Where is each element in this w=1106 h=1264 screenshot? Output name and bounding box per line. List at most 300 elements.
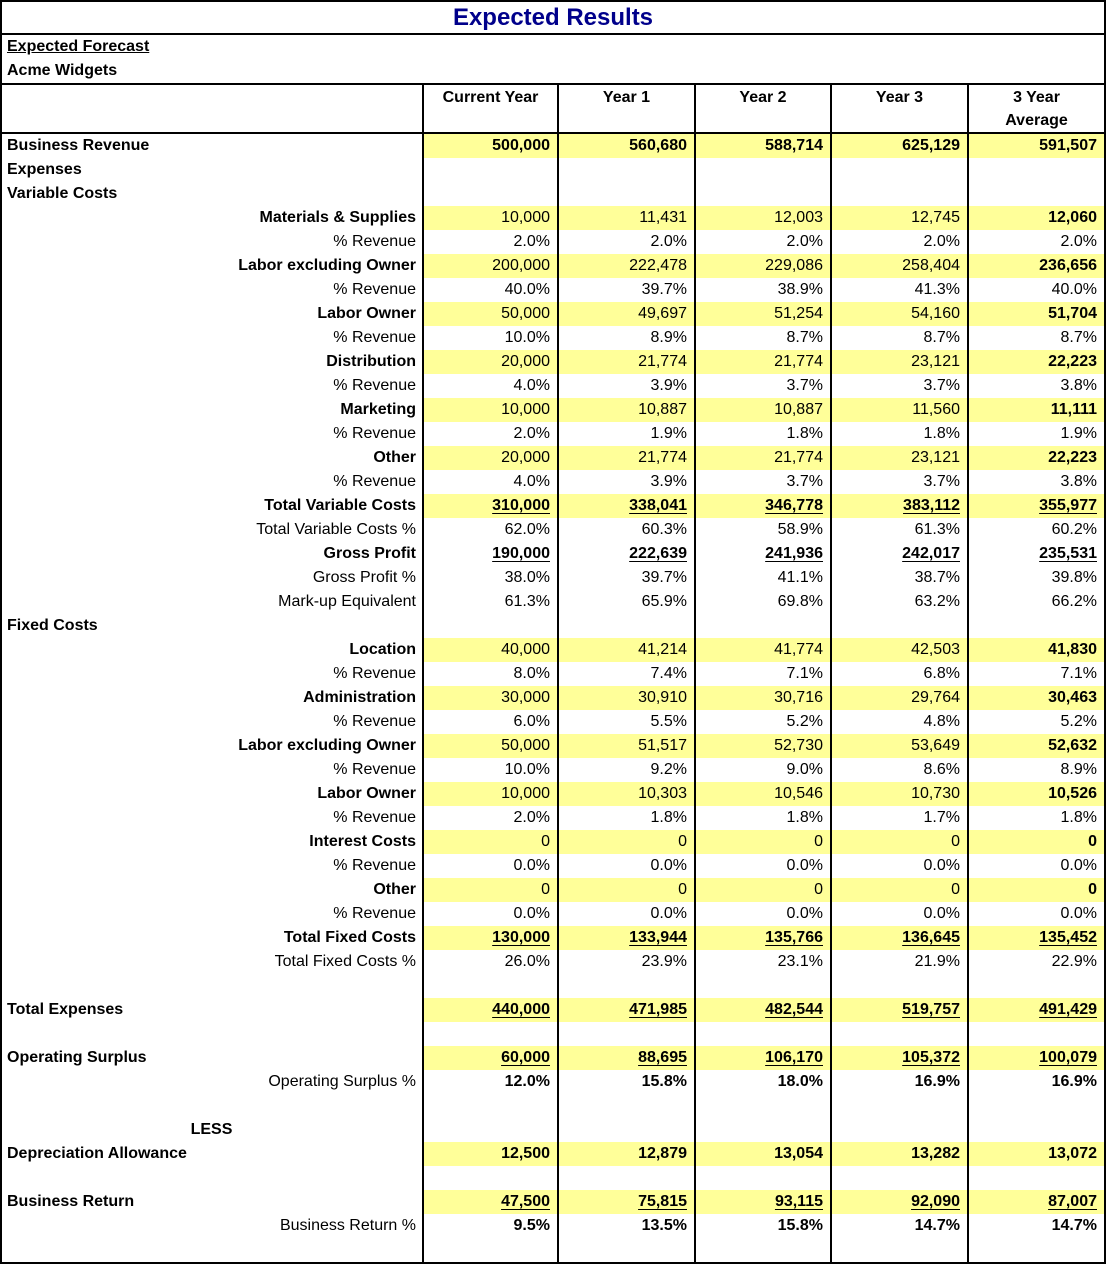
- cell-year-3: 105,372: [830, 1046, 967, 1070]
- cell-year-3: 42,503: [830, 638, 967, 662]
- row-label: % Revenue: [333, 905, 416, 922]
- cell-year-3: 258,404: [830, 254, 967, 278]
- row-label: Total Variable Costs %: [256, 521, 416, 538]
- cell-3-year-average: [967, 182, 1104, 206]
- cell-year-1: 11,431: [557, 206, 694, 230]
- cell-year-3: 92,090: [830, 1190, 967, 1214]
- row-label: Location: [349, 641, 416, 658]
- cell-year-1: 3.9%: [557, 374, 694, 398]
- cell-year-2: 10,887: [694, 398, 830, 422]
- cell-year-1: 0: [557, 878, 694, 902]
- cell-current-year: 47,500: [422, 1190, 557, 1214]
- cell-year-1: 75,815: [557, 1190, 694, 1214]
- cell-current-year: 4.0%: [422, 374, 557, 398]
- cell-3-year-average: 41,830: [967, 638, 1104, 662]
- cell-year-1: 0: [557, 830, 694, 854]
- cell-current-year: 10.0%: [422, 326, 557, 350]
- row-label: Mark-up Equivalent: [278, 593, 416, 610]
- cell-year-3: 53,649: [830, 734, 967, 758]
- cell-year-1: 1.9%: [557, 422, 694, 446]
- cell-current-year: 0.0%: [422, 902, 557, 926]
- table-row: [2, 374, 1104, 398]
- row-label: % Revenue: [333, 665, 416, 682]
- cell-3-year-average: 8.7%: [967, 326, 1104, 350]
- row-label: % Revenue: [333, 473, 416, 490]
- row-label-header: [2, 85, 422, 132]
- report-title: Expected Results: [452, 3, 654, 31]
- cell-year-1: 3.9%: [557, 470, 694, 494]
- table-row: [2, 422, 1104, 446]
- cell-current-year: 20,000: [422, 446, 557, 470]
- cell-year-3: [830, 614, 967, 638]
- cell-current-year: 9.5%: [422, 1214, 557, 1238]
- cell-year-3: 3.7%: [830, 470, 967, 494]
- cell-current-year: [422, 158, 557, 182]
- cell-current-year: 10.0%: [422, 758, 557, 782]
- row-label: Labor Owner: [317, 785, 416, 802]
- cell-year-1: 9.2%: [557, 758, 694, 782]
- cell-3-year-average: 1.9%: [967, 422, 1104, 446]
- table-body: [2, 134, 1104, 1262]
- cell-current-year: 130,000: [422, 926, 557, 950]
- table-row: [2, 254, 1104, 278]
- cell-current-year: 38.0%: [422, 566, 557, 590]
- cell-year-2: 52,730: [694, 734, 830, 758]
- cell-year-3: [830, 974, 967, 998]
- cell-year-1: [557, 1238, 694, 1262]
- report-title-bar: [2, 2, 1104, 35]
- cell-current-year: 10,000: [422, 398, 557, 422]
- column-header-row: [2, 83, 1104, 134]
- cell-current-year: 2.0%: [422, 806, 557, 830]
- cell-year-2: 1.8%: [694, 422, 830, 446]
- table-row: [2, 806, 1104, 830]
- cell-3-year-average: 0.0%: [967, 902, 1104, 926]
- cell-current-year: 0: [422, 830, 557, 854]
- cell-year-2: 3.7%: [694, 470, 830, 494]
- cell-3-year-average: [967, 614, 1104, 638]
- row-label: [2, 1238, 422, 1262]
- table-row: [2, 134, 1104, 158]
- cell-year-3: 625,129: [830, 134, 967, 158]
- cell-year-1: 65.9%: [557, 590, 694, 614]
- table-row: [2, 1142, 1104, 1166]
- table-row: [2, 734, 1104, 758]
- row-label: Total Fixed Costs: [283, 929, 416, 946]
- cell-year-3: 54,160: [830, 302, 967, 326]
- table-row: [2, 926, 1104, 950]
- cell-year-3: 21.9%: [830, 950, 967, 974]
- row-label: Total Expenses: [7, 1001, 124, 1018]
- cell-year-3: 13,282: [830, 1142, 967, 1166]
- table-row: [2, 1094, 1104, 1118]
- cell-3-year-average: 39.8%: [967, 566, 1104, 590]
- cell-3-year-average: [967, 1238, 1104, 1262]
- cell-3-year-average: 14.7%: [967, 1214, 1104, 1238]
- table-row: [2, 590, 1104, 614]
- row-label: % Revenue: [333, 233, 416, 250]
- cell-year-3: 41.3%: [830, 278, 967, 302]
- cell-3-year-average: 11,111: [967, 398, 1104, 422]
- cell-year-1: 8.9%: [557, 326, 694, 350]
- row-label: % Revenue: [333, 809, 416, 826]
- row-label: Operating Surplus: [7, 1049, 147, 1066]
- cell-year-1: 5.5%: [557, 710, 694, 734]
- cell-year-3: [830, 1022, 967, 1046]
- table-row: [2, 182, 1104, 206]
- table-row: [2, 1118, 1104, 1142]
- cell-year-2: [694, 1166, 830, 1190]
- cell-year-2: 588,714: [694, 134, 830, 158]
- cell-year-3: [830, 1094, 967, 1118]
- cell-current-year: [422, 1238, 557, 1262]
- row-label: % Revenue: [333, 377, 416, 394]
- cell-current-year: 30,000: [422, 686, 557, 710]
- cell-current-year: 0: [422, 878, 557, 902]
- cell-current-year: 40.0%: [422, 278, 557, 302]
- row-label: Depreciation Allowance: [7, 1145, 187, 1162]
- cell-year-3: 29,764: [830, 686, 967, 710]
- cell-current-year: 4.0%: [422, 470, 557, 494]
- cell-3-year-average: 8.9%: [967, 758, 1104, 782]
- cell-year-2: 30,716: [694, 686, 830, 710]
- cell-year-1: 39.7%: [557, 566, 694, 590]
- cell-year-2: 229,086: [694, 254, 830, 278]
- cell-3-year-average: 52,632: [967, 734, 1104, 758]
- row-label: Total Fixed Costs %: [274, 953, 416, 970]
- cell-current-year: 61.3%: [422, 590, 557, 614]
- cell-year-2: 0.0%: [694, 902, 830, 926]
- cell-year-2: [694, 1094, 830, 1118]
- cell-3-year-average: 22,223: [967, 446, 1104, 470]
- cell-year-3: 61.3%: [830, 518, 967, 542]
- cell-current-year: 20,000: [422, 350, 557, 374]
- cell-year-1: 23.9%: [557, 950, 694, 974]
- row-label: Administration: [303, 689, 416, 706]
- cell-3-year-average: 591,507: [967, 134, 1104, 158]
- table-row: [2, 638, 1104, 662]
- cell-3-year-average: 100,079: [967, 1046, 1104, 1070]
- column-header-year-3: Year 3: [830, 85, 967, 132]
- table-row: [2, 782, 1104, 806]
- row-label: [2, 1022, 422, 1046]
- company-name: Acme Widgets: [7, 62, 118, 79]
- row-label: Operating Surplus %: [268, 1073, 416, 1090]
- cell-year-1: 471,985: [557, 998, 694, 1022]
- cell-current-year: 12,500: [422, 1142, 557, 1166]
- cell-year-2: 0.0%: [694, 854, 830, 878]
- row-label: Gross Profit %: [312, 569, 416, 586]
- cell-3-year-average: 10,526: [967, 782, 1104, 806]
- cell-year-1: 338,041: [557, 494, 694, 518]
- cell-year-1: 21,774: [557, 350, 694, 374]
- table-row: [2, 998, 1104, 1022]
- cell-year-3: 1.7%: [830, 806, 967, 830]
- cell-year-1: 12,879: [557, 1142, 694, 1166]
- row-label: Other: [373, 881, 416, 898]
- cell-3-year-average: 30,463: [967, 686, 1104, 710]
- cell-year-3: 38.7%: [830, 566, 967, 590]
- cell-3-year-average: 87,007: [967, 1190, 1104, 1214]
- cell-year-2: 51,254: [694, 302, 830, 326]
- cell-3-year-average: [967, 1094, 1104, 1118]
- cell-3-year-average: 60.2%: [967, 518, 1104, 542]
- table-row: [2, 974, 1104, 998]
- row-label: Business Return %: [279, 1217, 416, 1234]
- cell-year-2: 23.1%: [694, 950, 830, 974]
- column-header-year-1: Year 1: [557, 85, 694, 132]
- row-label: Distribution: [326, 353, 416, 370]
- row-label: [2, 974, 422, 998]
- cell-current-year: [422, 1166, 557, 1190]
- row-label: % Revenue: [333, 425, 416, 442]
- row-label: Marketing: [340, 401, 416, 418]
- cell-3-year-average: [967, 1022, 1104, 1046]
- cell-year-3: [830, 1118, 967, 1142]
- cell-year-3: 23,121: [830, 446, 967, 470]
- table-row: [2, 1070, 1104, 1094]
- table-row: [2, 710, 1104, 734]
- cell-year-1: 0.0%: [557, 854, 694, 878]
- table-row: [2, 350, 1104, 374]
- row-label: Business Revenue: [7, 137, 150, 154]
- cell-year-1: [557, 1022, 694, 1046]
- cell-year-3: 63.2%: [830, 590, 967, 614]
- cell-3-year-average: 51,704: [967, 302, 1104, 326]
- cell-year-2: [694, 182, 830, 206]
- cell-current-year: 310,000: [422, 494, 557, 518]
- cell-year-1: 1.8%: [557, 806, 694, 830]
- cell-year-3: 23,121: [830, 350, 967, 374]
- row-label: Labor excluding Owner: [238, 737, 416, 754]
- cell-year-2: 41.1%: [694, 566, 830, 590]
- cell-current-year: 12.0%: [422, 1070, 557, 1094]
- table-row: [2, 1022, 1104, 1046]
- cell-year-2: [694, 974, 830, 998]
- cell-3-year-average: 0: [967, 878, 1104, 902]
- table-row: [2, 1166, 1104, 1190]
- row-label: Expenses: [7, 161, 82, 178]
- cell-year-1: [557, 1094, 694, 1118]
- row-label: Labor Owner: [317, 305, 416, 322]
- table-row: [2, 398, 1104, 422]
- table-row: [2, 686, 1104, 710]
- cell-year-1: [557, 1166, 694, 1190]
- cell-year-3: 3.7%: [830, 374, 967, 398]
- row-label: % Revenue: [333, 761, 416, 778]
- row-label: % Revenue: [333, 281, 416, 298]
- table-row: [2, 854, 1104, 878]
- row-label: LESS: [190, 1121, 233, 1138]
- row-label: Variable Costs: [7, 185, 118, 202]
- cell-year-3: 0.0%: [830, 902, 967, 926]
- cell-3-year-average: 7.1%: [967, 662, 1104, 686]
- cell-year-2: 9.0%: [694, 758, 830, 782]
- cell-year-3: 242,017: [830, 542, 967, 566]
- cell-3-year-average: 16.9%: [967, 1070, 1104, 1094]
- cell-year-2: 21,774: [694, 446, 830, 470]
- cell-current-year: 50,000: [422, 302, 557, 326]
- cell-3-year-average: 5.2%: [967, 710, 1104, 734]
- cell-current-year: [422, 182, 557, 206]
- cell-current-year: 60,000: [422, 1046, 557, 1070]
- cell-year-1: 7.4%: [557, 662, 694, 686]
- cell-3-year-average: 40.0%: [967, 278, 1104, 302]
- row-label: Business Return: [7, 1193, 135, 1210]
- cell-year-2: 38.9%: [694, 278, 830, 302]
- cell-3-year-average: 3.8%: [967, 374, 1104, 398]
- cell-year-3: 519,757: [830, 998, 967, 1022]
- cell-year-1: 51,517: [557, 734, 694, 758]
- cell-3-year-average: [967, 974, 1104, 998]
- cell-year-2: [694, 1022, 830, 1046]
- cell-year-1: 21,774: [557, 446, 694, 470]
- cell-current-year: [422, 1022, 557, 1046]
- table-row: [2, 758, 1104, 782]
- table-row: [2, 1046, 1104, 1070]
- cell-year-1: 10,303: [557, 782, 694, 806]
- cell-year-3: [830, 1166, 967, 1190]
- cell-3-year-average: 12,060: [967, 206, 1104, 230]
- cell-3-year-average: 1.8%: [967, 806, 1104, 830]
- cell-year-3: 8.6%: [830, 758, 967, 782]
- cell-year-2: 7.1%: [694, 662, 830, 686]
- cell-year-1: 60.3%: [557, 518, 694, 542]
- row-label: Fixed Costs: [7, 617, 98, 634]
- cell-current-year: 62.0%: [422, 518, 557, 542]
- cell-current-year: 2.0%: [422, 230, 557, 254]
- cell-year-1: 0.0%: [557, 902, 694, 926]
- row-label: % Revenue: [333, 857, 416, 874]
- row-label: Total Variable Costs: [264, 497, 416, 514]
- cell-year-2: 15.8%: [694, 1214, 830, 1238]
- cell-year-2: 0: [694, 830, 830, 854]
- cell-current-year: 2.0%: [422, 422, 557, 446]
- cell-year-2: [694, 1238, 830, 1262]
- cell-year-1: 49,697: [557, 302, 694, 326]
- cell-year-1: 560,680: [557, 134, 694, 158]
- row-label: Other: [373, 449, 416, 466]
- cell-year-1: [557, 158, 694, 182]
- cell-year-1: 222,639: [557, 542, 694, 566]
- cell-3-year-average: 135,452: [967, 926, 1104, 950]
- cell-3-year-average: 0.0%: [967, 854, 1104, 878]
- cell-current-year: 190,000: [422, 542, 557, 566]
- table-row: [2, 542, 1104, 566]
- table-row: [2, 278, 1104, 302]
- table-row: [2, 950, 1104, 974]
- cell-3-year-average: [967, 1118, 1104, 1142]
- forecast-label: Expected Forecast: [7, 38, 150, 55]
- cell-year-1: 133,944: [557, 926, 694, 950]
- cell-year-1: [557, 974, 694, 998]
- cell-year-1: 88,695: [557, 1046, 694, 1070]
- cell-year-2: [694, 1118, 830, 1142]
- cell-year-2: 8.7%: [694, 326, 830, 350]
- cell-year-1: 222,478: [557, 254, 694, 278]
- cell-current-year: [422, 1094, 557, 1118]
- cell-3-year-average: [967, 158, 1104, 182]
- cell-year-1: 39.7%: [557, 278, 694, 302]
- table-row: [2, 206, 1104, 230]
- cell-year-1: 10,887: [557, 398, 694, 422]
- table-row: [2, 326, 1104, 350]
- cell-year-3: 1.8%: [830, 422, 967, 446]
- cell-year-2: 3.7%: [694, 374, 830, 398]
- cell-current-year: 440,000: [422, 998, 557, 1022]
- table-row: [2, 662, 1104, 686]
- cell-year-2: 2.0%: [694, 230, 830, 254]
- cell-3-year-average: 0: [967, 830, 1104, 854]
- cell-current-year: 6.0%: [422, 710, 557, 734]
- table-row: [2, 878, 1104, 902]
- table-row: [2, 1190, 1104, 1214]
- cell-3-year-average: 22,223: [967, 350, 1104, 374]
- cell-3-year-average: 236,656: [967, 254, 1104, 278]
- cell-current-year: 200,000: [422, 254, 557, 278]
- cell-3-year-average: 491,429: [967, 998, 1104, 1022]
- cell-year-3: 12,745: [830, 206, 967, 230]
- cell-current-year: 26.0%: [422, 950, 557, 974]
- row-label: Materials & Supplies: [259, 209, 416, 226]
- cell-year-3: 383,112: [830, 494, 967, 518]
- cell-year-2: 346,778: [694, 494, 830, 518]
- cell-year-2: [694, 158, 830, 182]
- cell-year-3: 4.8%: [830, 710, 967, 734]
- table-row: [2, 446, 1104, 470]
- cell-year-1: [557, 182, 694, 206]
- table-row: [2, 830, 1104, 854]
- cell-year-2: 58.9%: [694, 518, 830, 542]
- row-label: % Revenue: [333, 329, 416, 346]
- cell-year-1: [557, 1118, 694, 1142]
- table-row: [2, 494, 1104, 518]
- cell-year-2: 12,003: [694, 206, 830, 230]
- cell-3-year-average: 66.2%: [967, 590, 1104, 614]
- cell-current-year: [422, 1118, 557, 1142]
- cell-year-3: 2.0%: [830, 230, 967, 254]
- cell-year-1: 41,214: [557, 638, 694, 662]
- cell-year-2: 69.8%: [694, 590, 830, 614]
- cell-3-year-average: 355,977: [967, 494, 1104, 518]
- table-row: [2, 614, 1104, 638]
- column-header-year-2: Year 2: [694, 85, 830, 132]
- cell-3-year-average: [967, 1166, 1104, 1190]
- cell-year-2: [694, 614, 830, 638]
- cell-3-year-average: 235,531: [967, 542, 1104, 566]
- cell-year-3: [830, 182, 967, 206]
- cell-year-2: 21,774: [694, 350, 830, 374]
- cell-year-1: 2.0%: [557, 230, 694, 254]
- table-row: [2, 470, 1104, 494]
- cell-year-2: 5.2%: [694, 710, 830, 734]
- row-label: [2, 1166, 422, 1190]
- cell-year-2: 1.8%: [694, 806, 830, 830]
- cell-year-3: [830, 1238, 967, 1262]
- cell-current-year: 10,000: [422, 782, 557, 806]
- table-row: [2, 1238, 1104, 1262]
- cell-year-3: 6.8%: [830, 662, 967, 686]
- cell-current-year: 40,000: [422, 638, 557, 662]
- cell-year-2: 10,546: [694, 782, 830, 806]
- cell-year-3: 11,560: [830, 398, 967, 422]
- cell-3-year-average: 3.8%: [967, 470, 1104, 494]
- cell-current-year: 8.0%: [422, 662, 557, 686]
- column-header-3-year-average: 3 Year Average: [967, 85, 1104, 132]
- cell-3-year-average: 13,072: [967, 1142, 1104, 1166]
- cell-year-1: [557, 614, 694, 638]
- cell-year-1: 30,910: [557, 686, 694, 710]
